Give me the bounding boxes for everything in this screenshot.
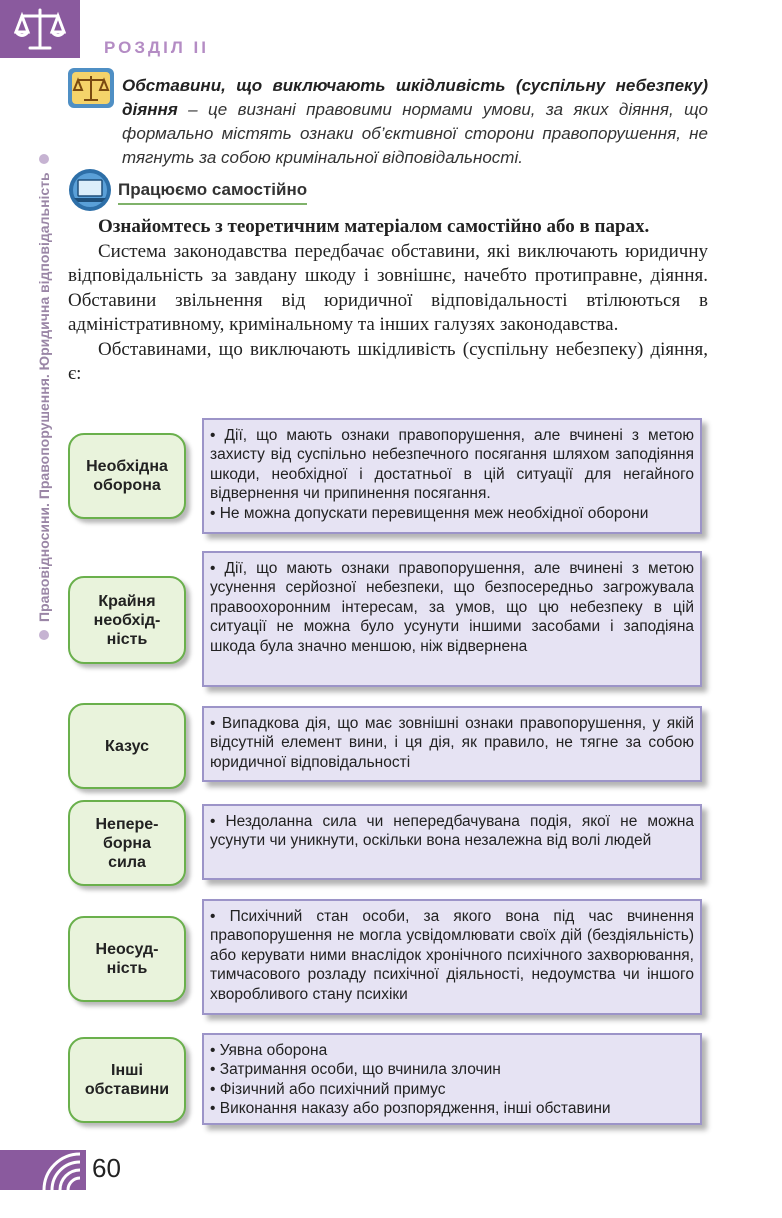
term-pill <box>68 576 186 664</box>
chapter-side-label-text: Правовідносини. Правопорушення. Юридична відповідальність <box>36 172 52 622</box>
description-item: • Затримання особи, що вчинила злочин <box>210 1061 501 1079</box>
term-label: Непере- борна сила <box>95 815 159 871</box>
body-paragraph-1: Система законодавства передбачає обставини, які виключають юридичну відповідальність за завдану шкоду і зовнішнє, начебто протиправне, діяння. Обставини звільнення від юридичної відповідальності втілюються в адміністративному, кримінальному та інших галузях законодавства. <box>68 240 708 335</box>
term-label: Інші обставини <box>84 1062 170 1098</box>
bullet-dot <box>39 630 49 640</box>
term-label: Казус <box>104 737 149 755</box>
term-description-box <box>202 551 702 687</box>
description-item: • Не можна допускати перевищення меж необхідної оборони <box>210 504 649 522</box>
term-description-box <box>202 418 702 534</box>
term-pill <box>68 800 186 886</box>
description-item: • Дії, що мають ознаки правопорушення, але вчинені з метою захисту від суспільно небезпечного посягання шляхом заподіяння шкоди, необхідної і достатньої в цій ситуації для негайного відвернення чи припинення посягання. <box>210 427 694 503</box>
description-item: • Нездоланна сила чи непередбачувана подія, якої не можна усунути чи уникнути, оскільки вона незалежна від волі людей <box>210 813 694 850</box>
footer-bar <box>0 1150 86 1190</box>
term-label: Крайня необхід- ність <box>93 592 161 648</box>
description-item: • Фізичний або психічний примус <box>210 1080 446 1098</box>
term-pill <box>68 703 186 789</box>
section-title: РОЗДІЛ ІІ <box>104 38 209 57</box>
work-section-title: Працюємо самостійно <box>118 180 307 205</box>
term-description-box <box>202 1033 702 1125</box>
definition-text <box>122 74 708 170</box>
laptop-icon <box>66 168 114 217</box>
body-text <box>68 215 708 387</box>
description-item: • Уявна оборона <box>210 1042 328 1059</box>
description-item: • Дії, що мають ознаки правопорушення, але вчинені з метою усунення серйозної небезпеки, що безпосередньо загрожувала правоохоронним інтересам, за умов, що цю небезпеку в цій ситуації не можна було усунути іншими засобами і заподіяна шкода була значно меншою, ніж відвернена <box>210 560 694 655</box>
description-item: • Психічний стан особи, за якого вона під час вчинення правопорушення не могла усвідомлювати своїх дій (бездіяльність) або керувати ними внаслідок хронічного психічного захворювання, тимчасового розладу психічної діяльності, недоумства чи іншого хворобливого стану психіки <box>210 908 694 1003</box>
body-lead: Ознайомтесь з теоретичним матеріалом самостійно або в парах. <box>98 216 650 237</box>
term-description-box <box>202 804 702 880</box>
definition-body: – це визнані правовими нормами умови, за яких діяння, що формально містять ознаки об’єктивної сторони правопорушення, не тягнуть за собою кримінальної відповідальності. <box>122 100 708 167</box>
term-description-box <box>202 706 702 782</box>
page-number: 60 <box>92 1153 121 1183</box>
signal-arcs-icon <box>40 1150 86 1190</box>
scales-icon <box>14 6 66 52</box>
term-label: Необхідна оборона <box>86 458 168 494</box>
term-label: Неосуд- ність <box>95 941 159 977</box>
description-item: • Виконання наказу або розпорядження, інші обставини <box>210 1100 611 1118</box>
section-corner-tab <box>0 0 80 58</box>
definition-term: Обставини, що виключають шкідливість (суспільну небезпеку) діяння <box>122 76 708 119</box>
term-pill <box>68 916 186 1002</box>
body-paragraph-2: Обставинами, що виключають шкідливість (суспільну небезпеку) діяння, є: <box>68 338 708 384</box>
term-pill <box>68 1037 186 1123</box>
justice-scales-icon <box>66 66 116 115</box>
bullet-dot <box>39 154 49 164</box>
term-description-box <box>202 899 702 1015</box>
chapter-side-label <box>36 80 52 640</box>
term-pill <box>68 433 186 519</box>
description-item: • Випадкова дія, що має зовнішні ознаки правопорушення, у якій відсутній елемент вини, і ця дія, як правило, не тягне за собою юридичної відповідальності <box>210 715 694 771</box>
